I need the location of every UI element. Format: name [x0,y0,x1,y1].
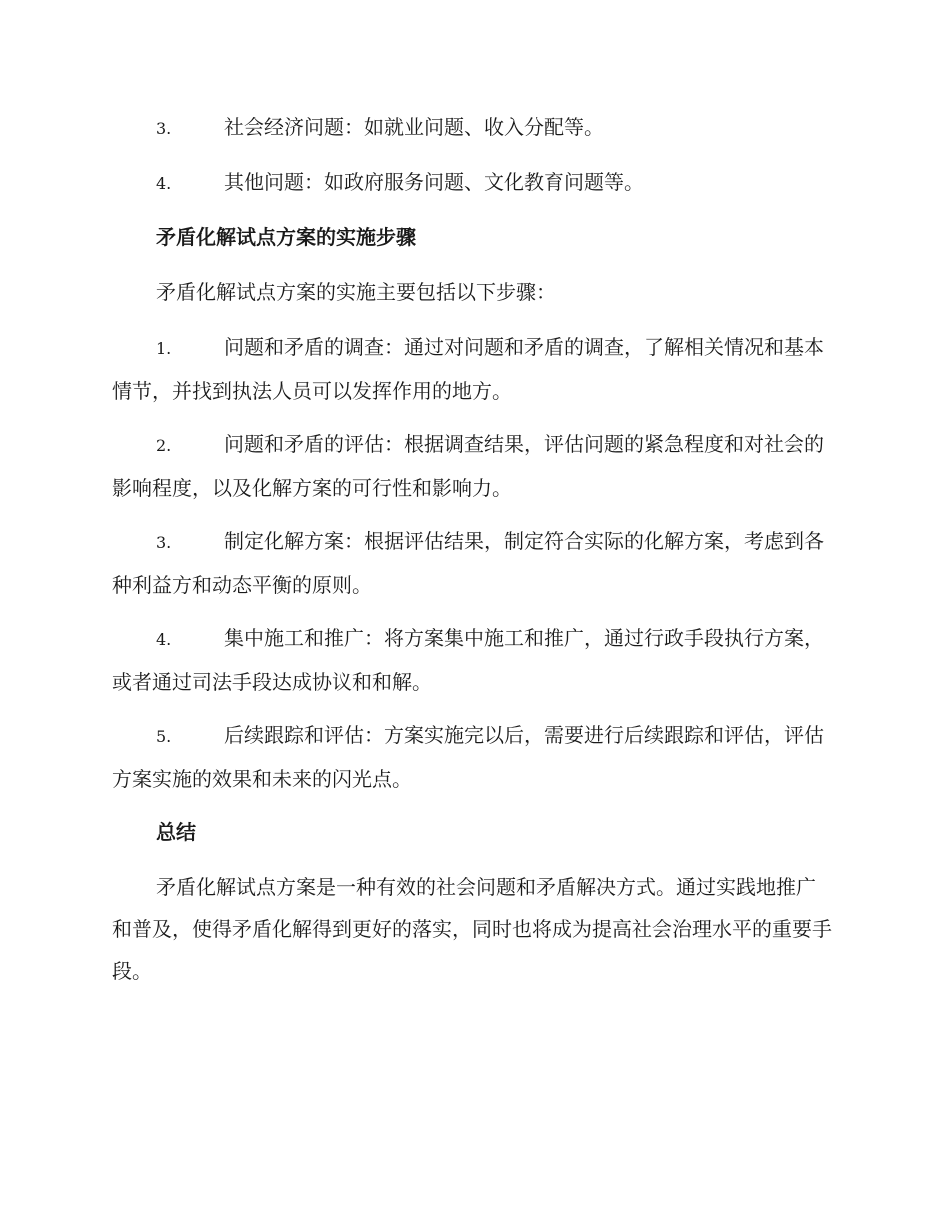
list-number: 1. [156,339,172,358]
list-number: 4. [156,630,172,649]
list-number: 2. [156,436,172,455]
list-text: 问题和矛盾的评估：根据调查结果，评估问题的紧急程度和对社会的影响程度，以及化解方案的可行性和影响力。 [112,432,824,500]
summary-paragraph: 矛盾化解试点方案是一种有效的社会问题和矛盾解决方式。通过实践地推广和普及，使得矛盾化解得到更好的落实，同时也将成为提高社会治理水平的重要手段。 [112,875,832,983]
list-item [112,161,834,205]
list-number: 3. [156,533,172,552]
list-item [112,617,834,703]
list-text: 制定化解方案：根据评估结果，制定符合实际的化解方案，考虑到各种利益方和动态平衡的原则。 [112,529,824,597]
section-heading-summary: 总结 [156,820,196,844]
list-number: 4. [156,174,172,193]
section-heading-steps: 矛盾化解试点方案的实施步骤 [156,225,416,249]
list-item [112,520,834,606]
list-item [112,326,834,412]
list-text: 后续跟踪和评估：方案实施完以后，需要进行后续跟踪和评估，评估方案实施的效果和未来的闪光点。 [112,723,824,791]
list-text: 集中施工和推广：将方案集中施工和推广，通过行政手段执行方案，或者通过司法手段达成协议和和解。 [112,626,824,694]
list-text: 其他问题：如政府服务问题、文化教育问题等。 [224,170,644,194]
list-text: 问题和矛盾的调查：通过对问题和矛盾的调查，了解相关情况和基本情节，并找到执法人员可以发挥作用的地方。 [112,335,824,403]
list-item [112,423,834,509]
steps-intro-paragraph: 矛盾化解试点方案的实施主要包括以下步骤： [156,280,556,304]
list-text: 社会经济问题：如就业问题、收入分配等。 [224,115,604,139]
list-number: 3. [156,119,172,138]
list-number: 5. [156,727,172,746]
list-item [112,714,834,800]
list-item [112,106,834,150]
